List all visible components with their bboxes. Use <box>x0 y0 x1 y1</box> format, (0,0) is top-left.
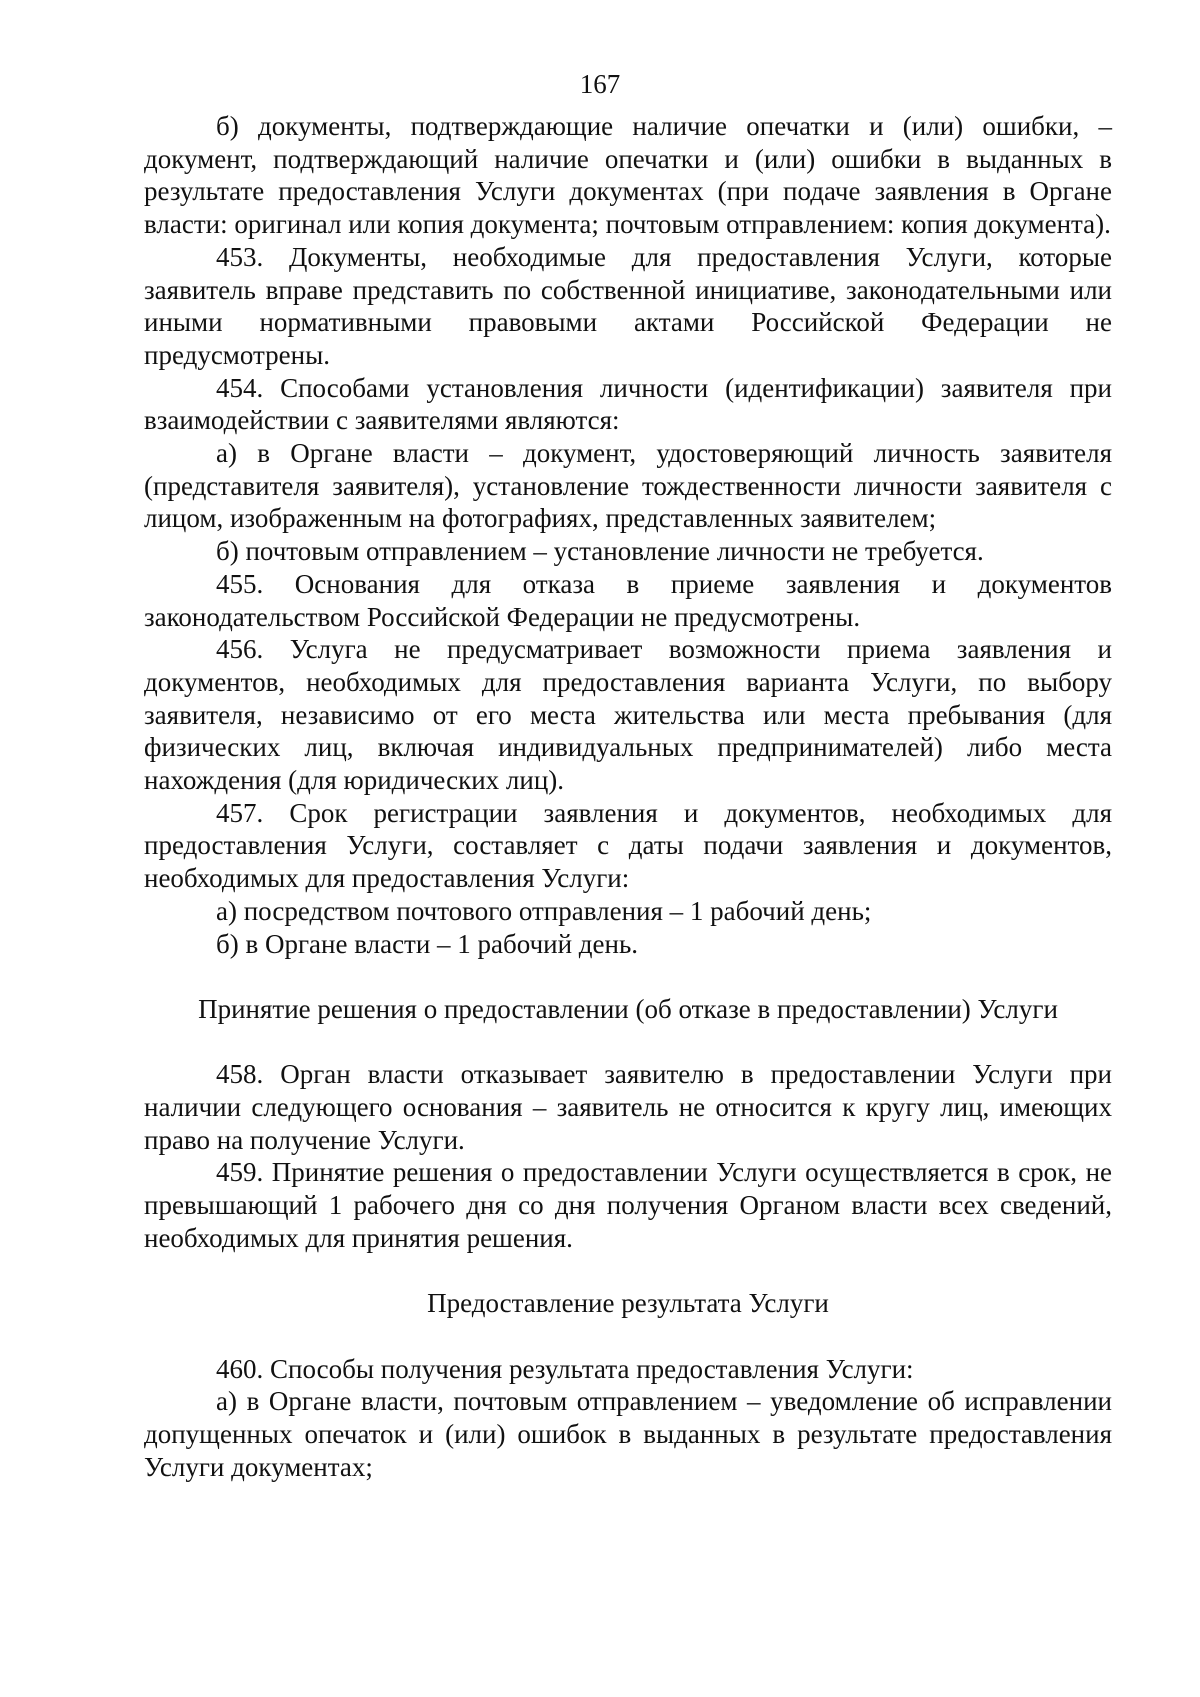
section-heading-result: Предоставление результата Услуги <box>427 1288 829 1319</box>
paragraph-454: 454. Способами установления личности (идентификации) заявителя при взаимодействии с заявителями являются: <box>144 372 1112 436</box>
paragraph-457-b: б) в Органе власти – 1 рабочий день. <box>216 928 639 959</box>
page-number: 167 <box>579 69 621 99</box>
paragraph-454-b: б) почтовым отправлением – установление личности не требуется. <box>216 536 984 567</box>
paragraph-454-a: а) в Органе власти – документ, удостоверяющий личность заявителя (представителя заявителя), установление тождественности личности заявителя с лицом, изображенным на фотографиях, представленных заявителем; <box>144 438 1112 534</box>
paragraph-460: 460. Способы получения результата предоставления Услуги: <box>216 1353 914 1384</box>
paragraph-458: 458. Орган власти отказывает заявителю в предоставлении Услуги при наличии следующего основания – заявитель не относится к кругу лиц, имеющих право на получение Услуги. <box>144 1059 1112 1155</box>
paragraph-b-documents: б) документы, подтверждающие наличие опечатки и (или) ошибки, – документ, подтверждающий наличие опечатки и (или) ошибки в выданных в результате предоставления Услуги документах (при подаче заявления в Органе власти: оригинал или копия документа; почтовым отправлением: копия документа). <box>144 111 1112 240</box>
paragraph-459: 459. Принятие решения о предоставлении Услуги осуществляется в срок, не превышающий 1 рабочего дня со дня получения Органом власти всех сведений, необходимых для принятия решения. <box>144 1157 1112 1253</box>
section-heading-decision: Принятие решения о предоставлении (об отказе в предоставлении) Услуги <box>198 993 1058 1024</box>
paragraph-457: 457. Срок регистрации заявления и документов, необходимых для предоставления Услуги, составляет с даты подачи заявления и документов, необходимых для предоставления Услуги: <box>144 797 1112 894</box>
document-body <box>144 110 1112 1483</box>
paragraph-456: 456. Услуга не предусматривает возможности приема заявления и документов, необходимых для предоставления варианта Услуги, по выбору заявителя, независимо от его места жительства или места пребывания (для физических лиц, включая индивидуальных предпринимателей) либо места нахождения (для юридических лиц). <box>144 634 1112 796</box>
paragraph-457-a: а) посредством почтового отправления – 1 рабочий день; <box>216 895 872 926</box>
paragraph-455: 455. Основания для отказа в приеме заявления и документов законодательством Российской Федерации не предусмотрены. <box>144 568 1112 632</box>
paragraph-453: 453. Документы, необходимые для предоставления Услуги, которые заявитель вправе представить по собственной инициативе, законодательными или иными нормативными правовыми актами Российской Федерации не предусмотрены. <box>144 241 1112 370</box>
paragraph-460-a: а) в Органе власти, почтовым отправлением – уведомление об исправлении допущенных опечаток и (или) ошибок в выданных в результате предоставления Услуги документах; <box>144 1386 1112 1482</box>
